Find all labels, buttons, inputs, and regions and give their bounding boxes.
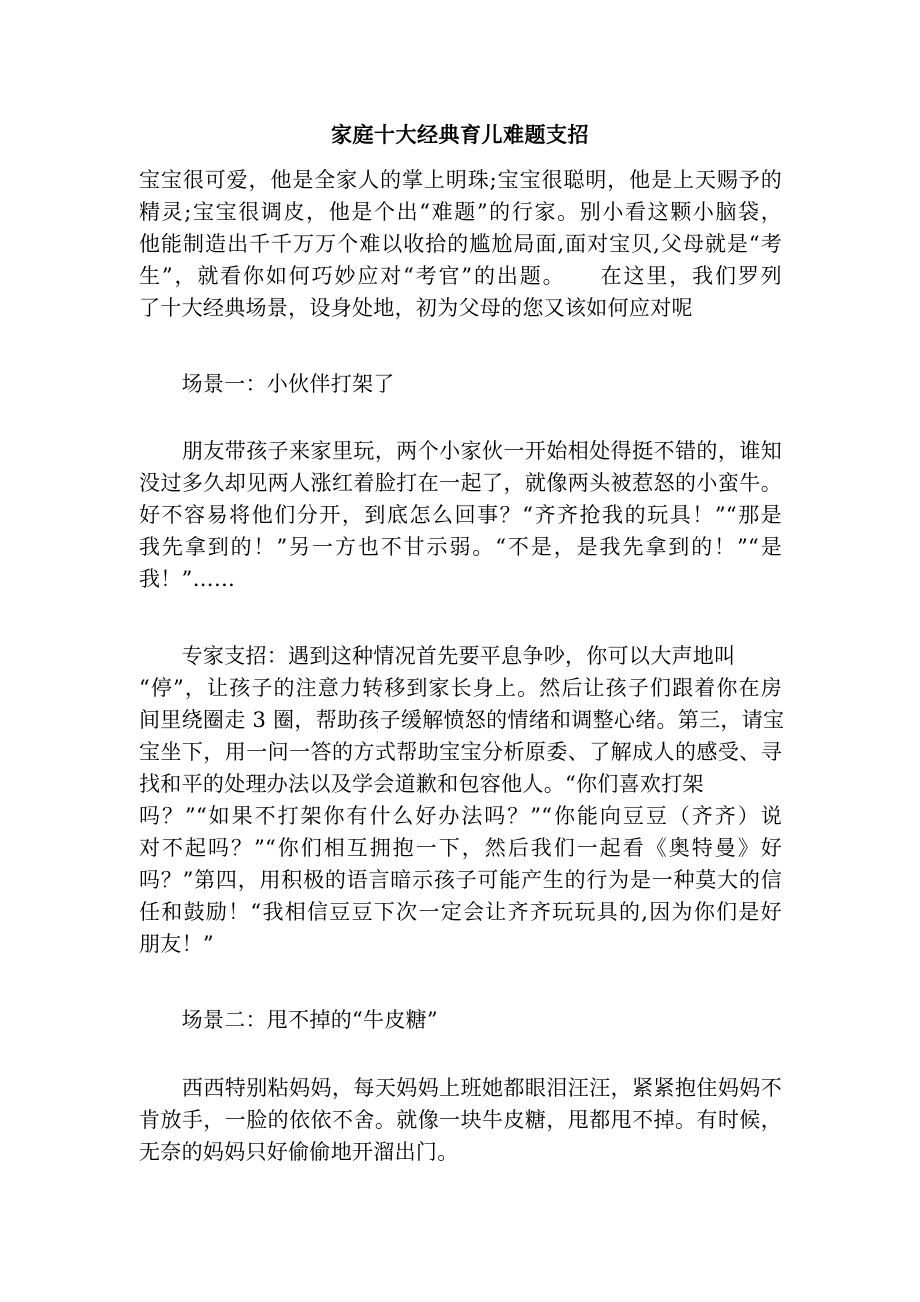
scene2-heading: 场景二：甩不掉的“牛皮糖” <box>139 1008 438 1032</box>
scene2-story-line: 无奈的妈妈只好偷偷地开溜出门。 <box>139 1140 459 1164</box>
scene1-advice-line: 任和鼓励！“我相信豆豆下次一定会让齐齐玩玩具的,因为你们是好 <box>139 900 782 924</box>
scene1-advice-line: 朋友！” <box>139 932 214 956</box>
scene1-heading: 场景一：小伙伴打架了 <box>139 372 395 396</box>
scene1-advice-line: 找和平的处理办法以及学会道歉和包容他人。“你们喜欢打架 <box>139 772 704 796</box>
scene1-advice-line: 宝坐下，用一问一答的方式帮助宝宝分析原委、了解成人的感受、寻 <box>139 740 782 764</box>
scene2-story-line: 肯放手，一脸的依依不舍。就像一块牛皮糖，甩都甩不掉。有时候， <box>139 1108 782 1132</box>
document-title: 家庭十大经典育儿难题支招 <box>331 122 589 147</box>
scene1-story-line: 我先拿到的！”另一方也不甘示弱。“不是，是我先拿到的！”“是 <box>139 535 782 559</box>
scene1-advice-line: 吗？”第四，用积极的语言暗示孩子可能产生的行为是一种莫大的信 <box>139 868 782 892</box>
intro-line: 他能制造出千千万万个难以收拾的尴尬局面,面对宝贝,父母就是“考 <box>139 232 782 256</box>
scene1-advice-line: 对不起吗？”“你们相互拥抱一下，然后我们一起看《奥特曼》好 <box>139 836 782 860</box>
scene1-advice-line: “停”，让孩子的注意力转移到家长身上。然后让孩子们跟着你在房 <box>139 676 782 700</box>
scene1-story-line: 我！”…… <box>139 567 236 591</box>
scene1-story-line: 没过多久却见两人涨红着脸打在一起了，就像两头被惹怒的小蛮牛。 <box>139 471 782 495</box>
scene1-advice-line: 吗？”“如果不打架你有什么好办法吗？”“你能向豆豆（齐齐）说 <box>139 804 782 828</box>
scene1-advice-line: 间里绕圈走 3 圈，帮助孩子缓解愤怒的情绪和调整心绪。第三，请宝 <box>139 708 785 732</box>
intro-line: 精灵;宝宝很调皮，他是个出“难题”的行家。别小看这颗小脑袋， <box>139 200 782 224</box>
intro-line: 了十大经典场景，设身处地，初为父母的您又该如何应对呢 <box>139 296 693 320</box>
scene1-advice-line: 专家支招：遇到这种情况首先要平息争吵，你可以大声地叫 <box>139 644 736 668</box>
scene1-story-line: 朋友带孩子来家里玩，两个小家伙一开始相处得挺不错的，谁知 <box>139 439 782 463</box>
scene2-story-line: 西西特别粘妈妈，每天妈妈上班她都眼泪汪汪，紧紧抱住妈妈不 <box>139 1076 782 1100</box>
intro-line: 宝宝很可爱，他是全家人的掌上明珠;宝宝很聪明，他是上天赐予的 <box>139 168 782 192</box>
intro-line: 生”，就看你如何巧妙应对“考官”的出题。 在这里，我们罗列 <box>139 264 782 288</box>
scene1-story-line: 好不容易将他们分开，到底怎么回事？“齐齐抢我的玩具！”“那是 <box>139 503 782 527</box>
